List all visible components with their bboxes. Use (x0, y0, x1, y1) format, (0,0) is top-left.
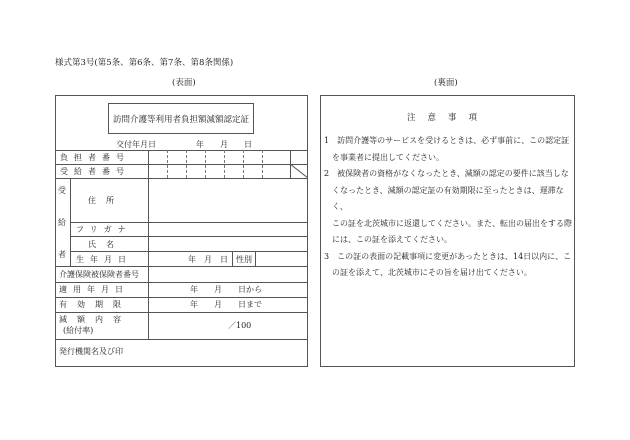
recipient-side-char-1: 受 (58, 186, 66, 195)
address-label: 住所 (88, 196, 124, 205)
issuer-label: 発行機関名及び印 (59, 347, 123, 356)
issue-date-value: 年 月 日 (196, 140, 252, 149)
note-line: には、この証を添えてください。 (332, 235, 452, 244)
notes-list (324, 133, 574, 282)
note-line: この証を北茨城市に返還してください。また、転出の届出をする際 (332, 218, 572, 228)
note-line: を事業者に提出してください。 (332, 152, 444, 162)
sex-label: 性別 (236, 255, 252, 264)
form-number-header: 様式第3号(第5条、第6条、第7条、第8条関係) (55, 58, 234, 68)
care-insurance-number-label: 介護保険被保険者番号 (59, 270, 139, 279)
front-side-label: (表面) (172, 78, 196, 88)
recipient-side-char-2: 給 (58, 218, 66, 227)
furigana-label: フリガナ (76, 225, 132, 234)
birthdate-value: 年 月 日 (188, 255, 228, 264)
note-line: 3 この証の表面の記載事項に変更があったときは、14日以内に、こ (324, 251, 572, 261)
validity-label: 有効期限 (59, 300, 131, 309)
start-date-label: 適用年月日 (59, 285, 129, 294)
insured-number-label: 負担者番号 (60, 153, 130, 162)
notes-title: 注意事項 (407, 113, 490, 123)
note-line: 1 訪問介護等のサービスを受けるときは、必ず事前に、この認定証 (324, 136, 570, 145)
note-line: 2 被保険者の資格がなくなったとき、減額の認定の要件に該当しな (324, 169, 569, 178)
validity-value: 年 月 日まで (190, 300, 262, 309)
note-line: くなったとき、減額の認定証の有効期限に至ったときは、遅滞なく、 (332, 185, 564, 211)
issue-date-label: 交付年月日 (116, 140, 156, 149)
birthdate-label: 生年月日 (76, 255, 132, 264)
void-cell-slash (290, 164, 308, 178)
certificate-title-box (108, 103, 254, 134)
note-line: の証を添えて、北茨城市にその旨を届け出てください。 (332, 268, 532, 277)
certificate-title: 訪問介護等利用者負担額減額認定証 (112, 114, 249, 125)
start-date-value: 年 月 日から (190, 285, 262, 294)
recipient-side-char-3: 者 (58, 250, 66, 259)
reduction-label: 減額内容 (59, 315, 131, 324)
reduction-value: ／100 (228, 321, 252, 330)
back-side-label: (裏面) (434, 78, 458, 88)
recipient-number-label: 受給者番号 (60, 167, 130, 176)
reduction-sublabel: (給付率) (63, 326, 94, 335)
name-label: 氏名 (88, 240, 124, 249)
